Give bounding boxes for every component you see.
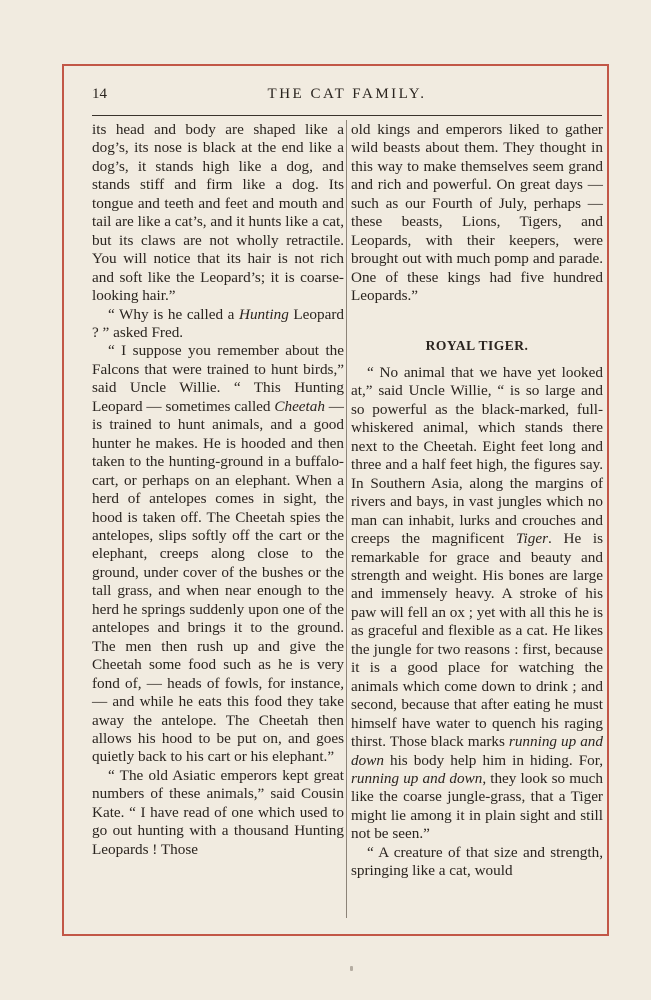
paragraph: its head and body are shaped like a dog’s, its nose is black at the end like a dog’s, it stands high like a dog, and stands stiff and firm like a dog. Its tongue and teeth and feet and mouth and tail are like a cat’s, and it hunts like a cat, but its claws are not wholly retractile. You will notice that its hair is not rich and soft like the Leopard’s; it is coarse-looking hair.” — [92, 121, 344, 305]
text-run: “ I suppose you remember about the Falcons that were trained to hunt birds,” said Uncle Willie. “ This Hunting Leopard — sometimes called — [92, 342, 344, 415]
paragraph — [92, 306, 344, 343]
text-run: “ No animal that we have yet looked at,” said Uncle Willie, “ is so large and so powerful as the black-marked, full-whiskered animal, which stands there next to the Cheetah. Eight feet long and three and a half feet high, the figures say. In Southern Asia, along the margins of rivers and bays, in vast jungles which no man can inhabit, lurks and crouches and creeps the magnificent — [351, 363, 603, 548]
text-run: , they look so much like the coarse jungle-grass, that a Tiger might lie among it in plain sight and still not be seen.” — [351, 769, 603, 843]
paragraph — [92, 342, 344, 766]
italic-term: Tiger — [515, 530, 548, 548]
right-column — [351, 121, 603, 881]
italic-term: running up and down — [351, 733, 603, 769]
text-run: Leopard ? ” asked Fred. — [92, 305, 344, 341]
text-run: . He is remarkable for grace and beauty and strength and weight. His bones are large and immensely heavy. A stroke of his paw will fell an ox ; yet with all this he is as graceful and flexible as a cat. He likes the jungle for two reasons : first, because it is a good place for watching the animals which come down to drink ; and second, because that after eating he must himself have water to quench his raging thirst. Those black marks — [351, 530, 603, 751]
print-mark — [350, 966, 353, 971]
text-run: “ Why is he called a — [108, 305, 239, 323]
column-divider — [346, 120, 347, 918]
paragraph: “ The old Asiatic emperors kept great numbers of these animals,” said Cousin Kate. “ I have read of one which used to go out hunting with a thousand Hunting Leopards ! Those — [92, 766, 344, 858]
italic-term: Hunting — [239, 305, 289, 323]
running-title: THE CAT FAMILY. — [267, 86, 427, 102]
page-header — [92, 84, 602, 106]
italic-term: running up and down — [351, 769, 483, 787]
text-run: his body help him in hiding. For, — [383, 751, 603, 769]
header-rule — [92, 115, 602, 116]
left-column — [92, 121, 344, 859]
page-number: 14 — [92, 86, 107, 102]
section-heading: ROYAL TIGER. — [425, 337, 529, 353]
text-run: — is trained to hunt animals, and a good hunter he makes. He is hooded and then taken to the hunting-ground in a buffalo-cart, or perhaps on an elephant. When a herd of antelopes comes in sight, the hood is taken off. The Cheetah spies the antelopes, slips softly off the cart or the elephant, creeps along close to the ground, under cover of the bushes or the tall grass, and when near enough to the herd he springs suddenly upon one of the antelopes and brings it to the ground. The men then rush up and give the Cheetah some food such as he is very fond of, — heads of fowls, for instance, — and while he eats this food they take away the antelope. The Cheetah then allows his hood to be put on, and goes quietly back to his cart or his elephant.” — [92, 397, 344, 766]
paragraph — [351, 364, 603, 844]
paragraph: “ A creature of that size and strength, springing like a cat, would — [351, 843, 603, 880]
italic-term: Cheetah — [274, 397, 325, 415]
paragraph: old kings and emperors liked to gather wild beasts about them. They thought in this way to make themselves seem grand and rich and powerful. On great days — such as our Fourth of July, perhaps — these beasts, Lions, Tigers, and Leopards, with their keepers, were brought out with much pomp and parade. One of these kings had five hundred Leopards.” — [351, 121, 603, 305]
